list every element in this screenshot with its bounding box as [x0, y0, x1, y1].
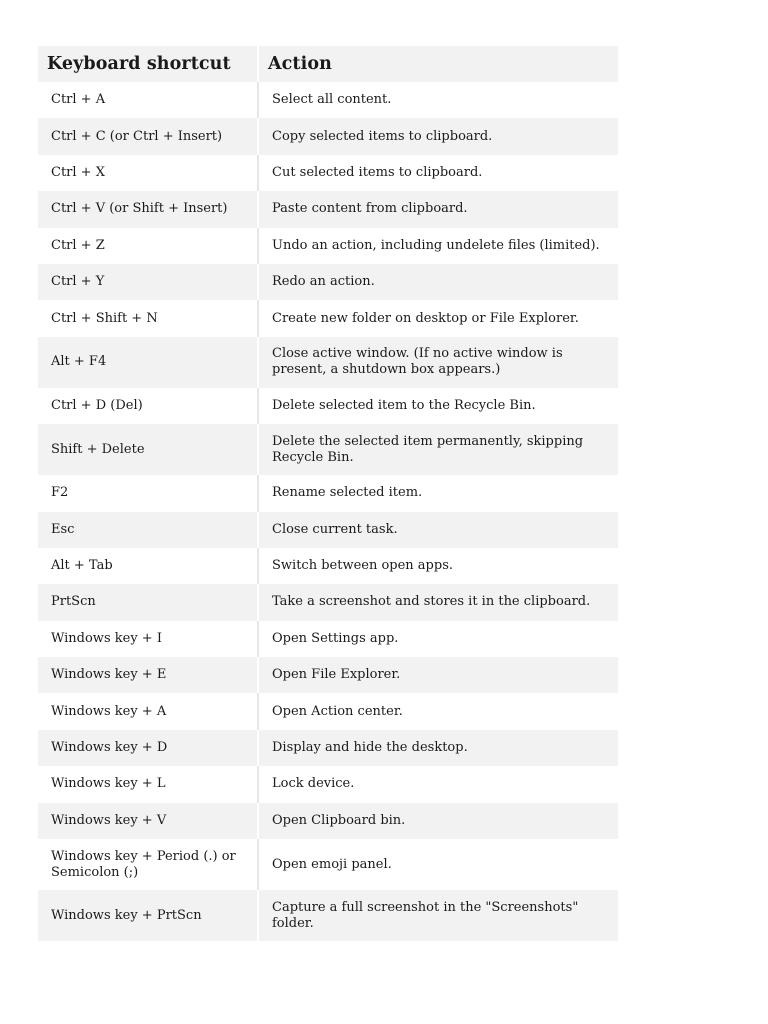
action-cell: Open Clipboard bin.: [257, 803, 618, 839]
table-row: [38, 584, 618, 620]
action-cell: Paste content from clipboard.: [257, 191, 618, 227]
table-row: [38, 657, 618, 693]
table-row: [38, 388, 618, 424]
shortcut-cell: Windows key + Period (.) or Semicolon (;): [38, 839, 257, 890]
action-cell: Undo an action, including undelete files (limited).: [257, 228, 618, 264]
action-cell: Cut selected items to clipboard.: [257, 155, 618, 191]
table-row: [38, 803, 618, 839]
table-row: [38, 839, 618, 890]
shortcut-cell: Ctrl + D (Del): [38, 388, 257, 424]
table-row: [38, 191, 618, 227]
table-row: [38, 548, 618, 584]
table-row: [38, 475, 618, 511]
action-cell: Display and hide the desktop.: [257, 730, 618, 766]
shortcut-cell: F2: [38, 475, 257, 511]
shortcut-cell: Ctrl + A: [38, 82, 257, 118]
table-header-row: [38, 46, 618, 82]
shortcut-cell: Ctrl + Y: [38, 264, 257, 300]
action-cell: Open Action center.: [257, 693, 618, 729]
shortcut-cell: Windows key + I: [38, 621, 257, 657]
shortcut-cell: Ctrl + X: [38, 155, 257, 191]
table-row: [38, 424, 618, 475]
shortcuts-table: [38, 46, 618, 941]
action-cell: Switch between open apps.: [257, 548, 618, 584]
action-cell: Redo an action.: [257, 264, 618, 300]
shortcut-cell: Windows key + A: [38, 693, 257, 729]
header-action: Action: [257, 46, 618, 82]
action-cell: Capture a full screenshot in the "Screenshots" folder.: [257, 890, 618, 941]
action-cell: Open Settings app.: [257, 621, 618, 657]
table-row: [38, 155, 618, 191]
action-cell: Take a screenshot and stores it in the clipboard.: [257, 584, 618, 620]
table-row: [38, 118, 618, 154]
table-row: [38, 766, 618, 802]
action-cell: Close active window. (If no active window is present, a shutdown box appears.): [257, 337, 618, 388]
shortcut-cell: Ctrl + Z: [38, 228, 257, 264]
shortcut-cell: PrtScn: [38, 584, 257, 620]
action-cell: Delete selected item to the Recycle Bin.: [257, 388, 618, 424]
action-cell: Rename selected item.: [257, 475, 618, 511]
table-row: [38, 337, 618, 388]
action-cell: Create new folder on desktop or File Explorer.: [257, 300, 618, 336]
table-row: [38, 693, 618, 729]
action-cell: Copy selected items to clipboard.: [257, 118, 618, 154]
shortcut-cell: Windows key + V: [38, 803, 257, 839]
action-cell: Open emoji panel.: [257, 839, 618, 890]
table-row: [38, 228, 618, 264]
shortcut-cell: Esc: [38, 512, 257, 548]
shortcut-cell: Windows key + E: [38, 657, 257, 693]
shortcut-cell: Windows key + L: [38, 766, 257, 802]
action-cell: Open File Explorer.: [257, 657, 618, 693]
table-row: [38, 300, 618, 336]
action-cell: Close current task.: [257, 512, 618, 548]
table-row: [38, 890, 618, 941]
table-row: [38, 512, 618, 548]
shortcut-cell: Windows key + D: [38, 730, 257, 766]
shortcut-cell: Shift + Delete: [38, 424, 257, 475]
shortcut-cell: Ctrl + C (or Ctrl + Insert): [38, 118, 257, 154]
action-cell: Delete the selected item permanently, skipping Recycle Bin.: [257, 424, 618, 475]
table-row: [38, 82, 618, 118]
document-page: [38, 46, 618, 941]
table-row: [38, 730, 618, 766]
shortcut-cell: Windows key + PrtScn: [38, 890, 257, 941]
shortcut-cell: Ctrl + Shift + N: [38, 300, 257, 336]
header-keyboard-shortcut: Keyboard shortcut: [38, 46, 257, 82]
shortcut-cell: Alt + F4: [38, 337, 257, 388]
action-cell: Select all content.: [257, 82, 618, 118]
table-row: [38, 264, 618, 300]
action-cell: Lock device.: [257, 766, 618, 802]
table-row: [38, 621, 618, 657]
shortcut-cell: Ctrl + V (or Shift + Insert): [38, 191, 257, 227]
shortcut-cell: Alt + Tab: [38, 548, 257, 584]
